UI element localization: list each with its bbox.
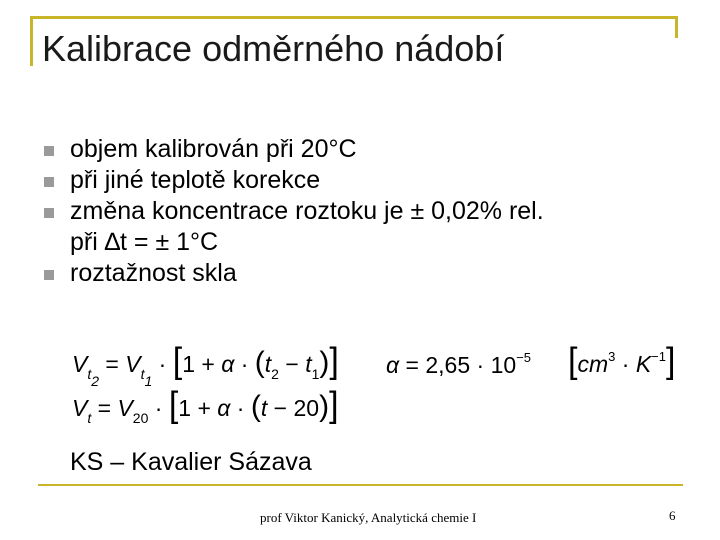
bullet-item xyxy=(40,196,680,258)
formula-alpha: α xyxy=(221,351,235,377)
bullet-square-icon xyxy=(44,146,54,156)
volume-formula-general: $V_{t2} = V_{t1} \cdot [1 + \alpha \cdot (t_2 - t_1)]$ xyxy=(72,341,339,389)
footer-text: prof Viktor Kanický, Analytická chemie I xyxy=(260,510,477,525)
bullet-text: při jiné teplotě korekce xyxy=(70,166,321,194)
formula-sub: t xyxy=(87,410,92,426)
alpha-base: 10 xyxy=(490,352,517,378)
formula-var: V xyxy=(125,351,141,377)
decor-top-line xyxy=(30,16,678,19)
bullet-list xyxy=(40,134,680,289)
formula-sub: t1 xyxy=(140,366,153,389)
unit-exp: −1 xyxy=(651,349,666,364)
bullet-text: roztažnost skla xyxy=(70,259,237,287)
formula-var: V xyxy=(72,351,88,377)
bullet-text: objem kalibrován při 20°C xyxy=(70,135,357,163)
unit-cm: cm xyxy=(577,351,609,377)
formula-alpha: α xyxy=(217,395,231,421)
bullet-square-icon xyxy=(44,177,54,187)
bullet-text: změna koncentrace roztoku je ± 0,02% rel. xyxy=(70,197,544,225)
bullet-item xyxy=(40,258,680,289)
bullet-item xyxy=(40,134,680,165)
formula-sub: t2 xyxy=(87,366,100,389)
formula-sub: 20 xyxy=(132,410,149,426)
decor-bottom-line xyxy=(38,484,683,486)
alpha-symbol: α xyxy=(386,352,400,378)
bullet-square-icon xyxy=(44,208,54,218)
alpha-value: $\alpha = 2,65 \cdot 10^{-5}$ xyxy=(386,350,531,378)
alpha-unit: $[cm^3 \cdot K^{-1}]$ xyxy=(568,341,676,381)
page-number: 6 xyxy=(669,508,676,523)
decor-left-line xyxy=(30,16,33,66)
formula-one: 1 xyxy=(178,395,192,421)
bullet-square-icon xyxy=(44,270,54,280)
slide-title: Kalibrace odměrného nádobí xyxy=(42,28,505,69)
formula-one: 1 xyxy=(182,351,195,377)
formula-const: 20 xyxy=(293,395,320,421)
formula-var: V xyxy=(72,395,88,421)
formula-t: t xyxy=(260,395,268,421)
note-text: KS – Kavalier Sázava xyxy=(70,448,312,476)
decor-right-line xyxy=(675,16,678,38)
bullet-item xyxy=(40,165,680,196)
volume-formula-20c: $V_t = V_{20} \cdot [1 + \alpha \cdot (t - 20)]$ xyxy=(72,385,339,426)
formula-var: V xyxy=(117,395,133,421)
bullet-text-continuation: při ∆t = ± 1°C xyxy=(70,228,219,256)
unit-k: K xyxy=(635,351,652,377)
alpha-mantissa: 2,65 xyxy=(425,352,471,378)
unit-exp: 3 xyxy=(608,349,616,364)
alpha-exponent: −5 xyxy=(516,350,531,365)
